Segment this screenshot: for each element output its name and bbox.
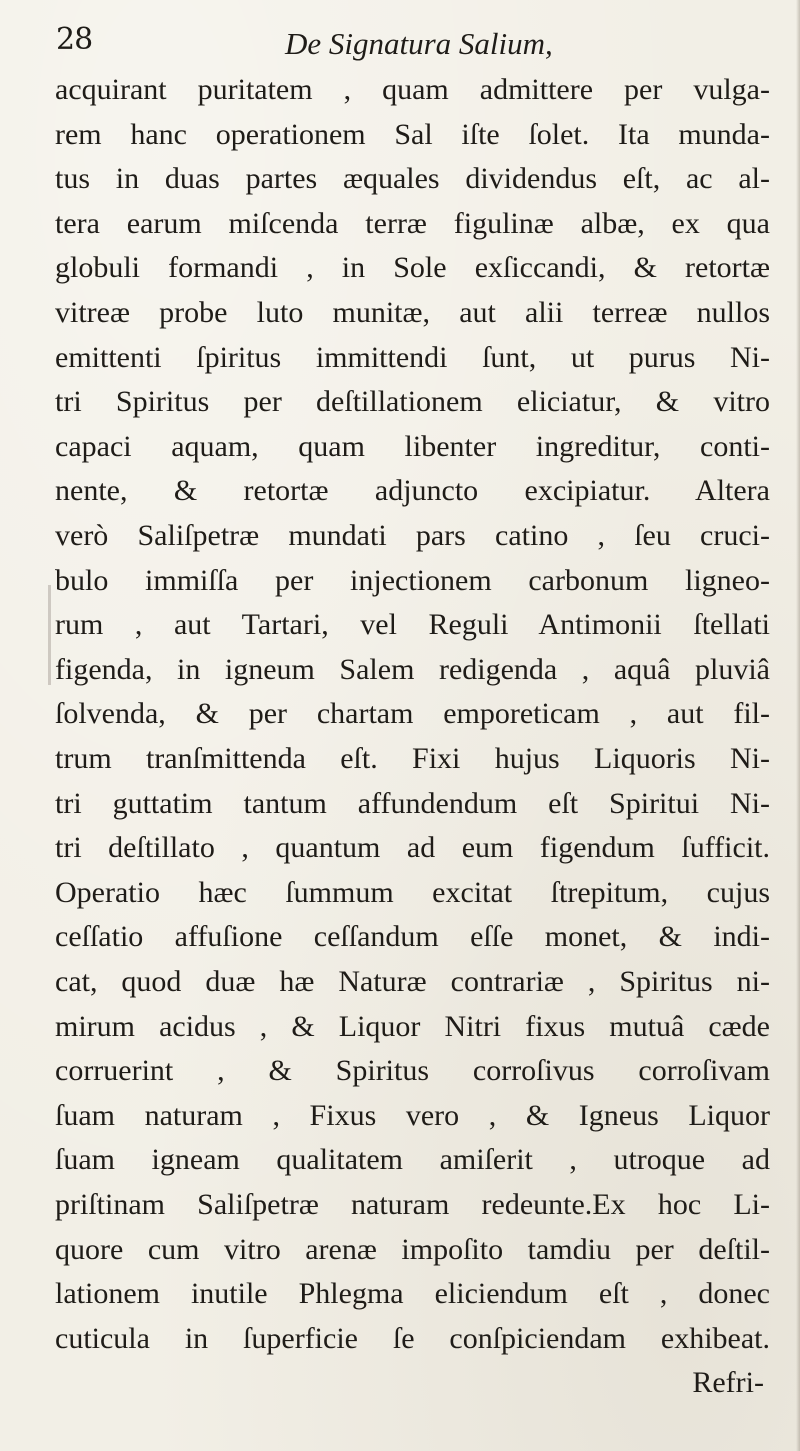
text-line: mirum acidus , & Liquor Nitri fixus mutuâ cæde	[55, 1009, 770, 1043]
text-line: corruerint , & Spiritus corroſivus corroſivam	[55, 1054, 770, 1088]
text-line: verò Saliſpetræ mundati pars catino , ſeu cruci-	[55, 519, 770, 552]
text-line: capaci aquam, quam libenter ingreditur, conti-	[55, 429, 770, 463]
text-line: bulo immiſſa per injectionem carbonum ligneo-	[55, 563, 770, 597]
text-line: ſuam naturam , Fixus vero , & Igneus Liquor	[55, 1098, 770, 1132]
text-line: tri deſtillato , quantum ad eum figendum ſufficit.	[55, 831, 770, 865]
text-line: tri Spiritus per deſtillationem eliciatur, & vitro	[55, 385, 770, 419]
running-title: De Signatura Salium,	[285, 26, 553, 61]
text-line: priſtinam Saliſpetræ naturam redeunte.Ex hoc Li-	[55, 1188, 770, 1221]
text-line: ſolvenda, & per chartam emporeticam , aut fil-	[55, 697, 770, 731]
text-line: globuli formandi , in Sole exſiccandi, & retortæ	[55, 251, 770, 285]
catchword: Refri-	[692, 1366, 764, 1400]
text-line: cat, quod duæ hæ Naturæ contrariæ , Spiritus ni-	[55, 965, 770, 998]
page-header	[0, 18, 800, 66]
text-line: quore cum vitro arenæ impoſito tamdiu per deſtil-	[55, 1232, 770, 1266]
text-line: lationem inutile Phlegma eliciendum eſt , donec	[55, 1277, 770, 1311]
text-line: cuticula in ſuperficie ſe conſpiciendam exhibeat.	[55, 1321, 770, 1355]
margin-smudge	[48, 585, 51, 685]
page-edge-shadow	[796, 0, 800, 1451]
text-line: tera earum miſcenda terræ figulinæ albæ, ex qua	[55, 206, 770, 240]
text-line: figenda, in igneum Salem redigenda , aquâ pluviâ	[55, 652, 770, 686]
text-line: tus in duas partes æquales dividendus eſt, ac al-	[55, 162, 770, 196]
text-line: emittenti ſpiritus immittendi ſunt, ut purus Ni-	[55, 340, 770, 374]
text-line: Operatio hæc ſummum excitat ſtrepitum, cujus	[55, 875, 770, 909]
text-line: rem hanc operationem Sal iſte ſolet. Ita munda-	[55, 117, 770, 151]
text-line: nente, & retortæ adjuncto excipiatur. Altera	[55, 474, 770, 508]
text-line: trum tranſmittenda eſt. Fixi hujus Liquoris Ni-	[55, 742, 770, 775]
text-line: rum , aut Tartari, vel Reguli Antimonii ſtellati	[55, 608, 770, 642]
text-line: ſuam igneam qualitatem amiſerit , utroque ad	[55, 1143, 770, 1177]
body-text	[55, 72, 770, 1400]
text-line: tri guttatim tantum affundendum eſt Spiritui Ni-	[55, 786, 770, 820]
text-line: acquirant puritatem , quam admittere per vulga-	[55, 73, 770, 106]
page-number: 28	[56, 22, 93, 57]
text-line: ceſſatio affuſione ceſſandum eſſe monet, & indi-	[55, 920, 770, 954]
text-line: vitreæ probe luto munitæ, aut alii terreæ nullos	[55, 296, 770, 329]
